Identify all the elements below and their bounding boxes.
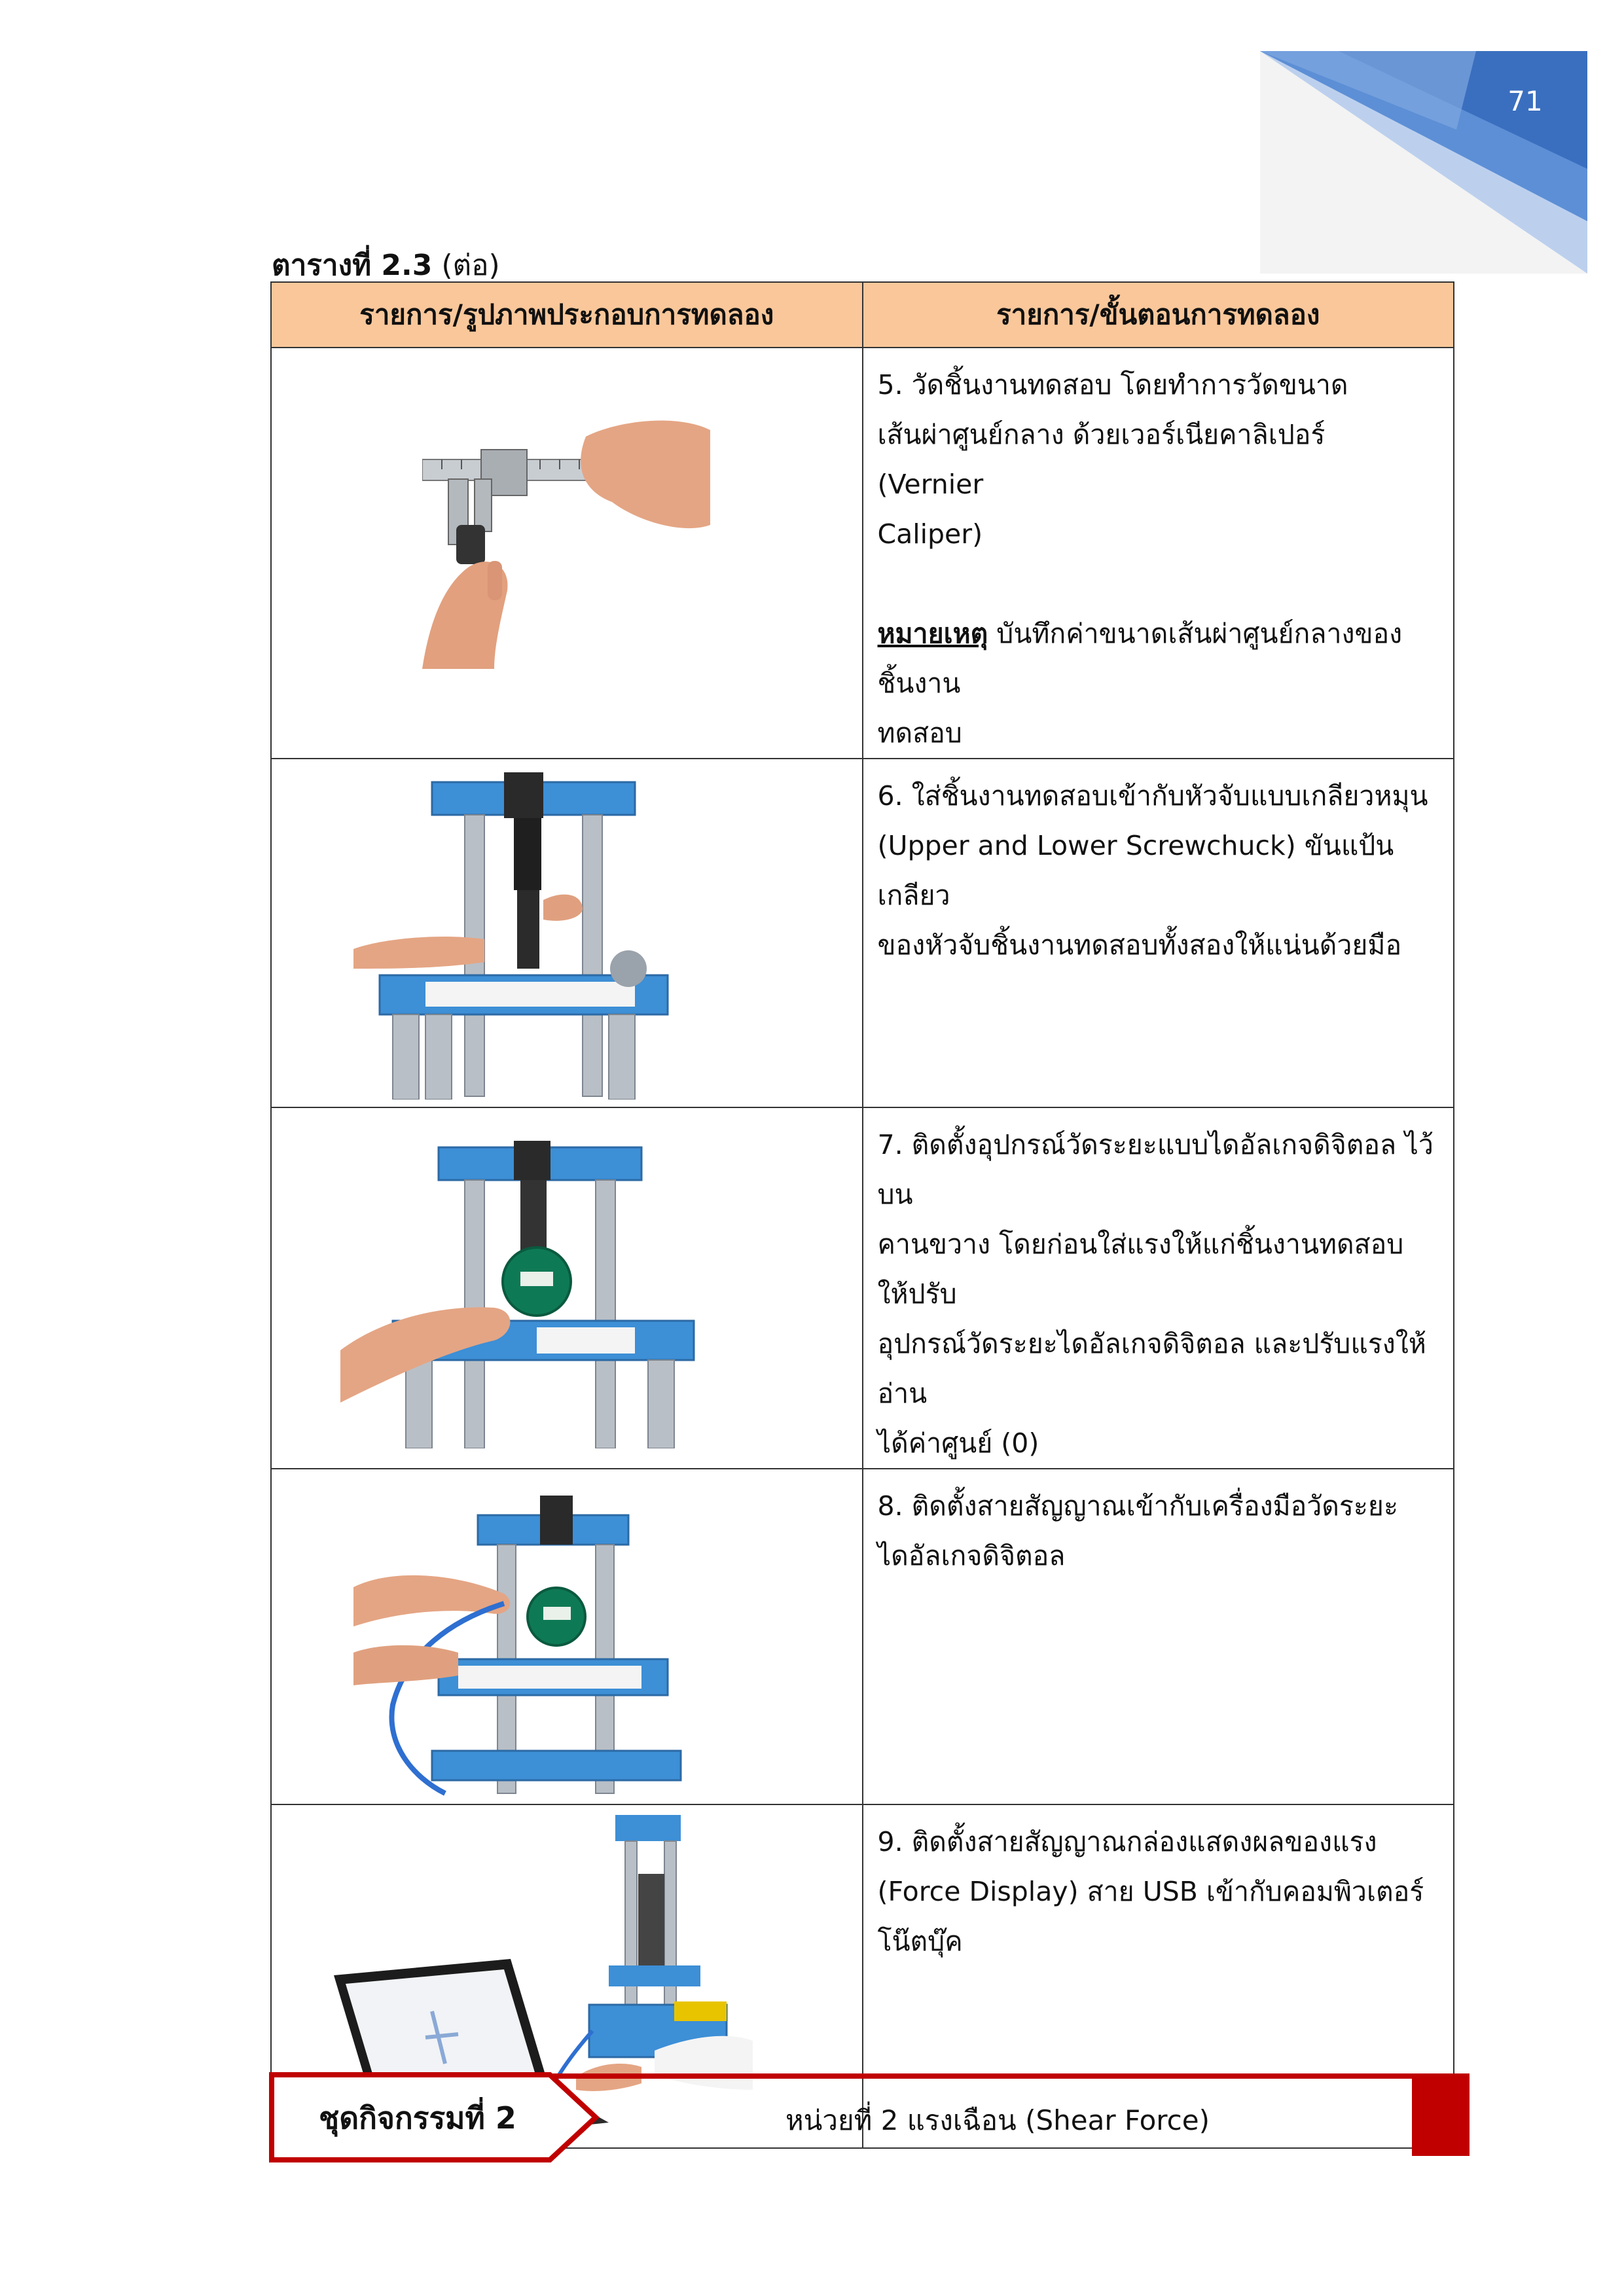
procedure-table	[270, 281, 1454, 2149]
step-9-line-2: (Force Display) สาย USB เข้ากับคอมพิวเตอร์โน๊ตบุ๊ค	[877, 1876, 1424, 1957]
note-line-2: ทดสอบ	[877, 717, 962, 749]
step-7-text	[863, 1107, 1454, 1469]
step-5-line-3: Caliper)	[877, 518, 983, 550]
dial-gauge-setup-photo	[340, 1141, 707, 1448]
image-cell	[271, 348, 863, 759]
table-row	[271, 1469, 1454, 1804]
step-7-line-4: ได้ค่าศูนย์ (0)	[877, 1427, 1039, 1459]
step-6-line-3: ของหัวจับชิ้นงานทดสอบทั้งสองให้แน่นด้วยมือ	[877, 929, 1402, 961]
step-8-line-1: 8. ติดตั้งสายสัญญาณเข้ากับเครื่องมือวัดระยะ	[877, 1490, 1398, 1522]
signal-cable-photo	[353, 1496, 700, 1797]
step-6-line-1: 6. ใส่ชิ้นงานทดสอบเข้ากับหัวจับแบบเกลียวหมุน	[877, 780, 1428, 812]
header-steps: รายการ/ขั้นตอนการทดลอง	[863, 282, 1454, 348]
step-6-text	[863, 759, 1454, 1107]
table-row	[271, 1107, 1454, 1469]
step-9-text	[863, 1804, 1454, 2148]
step-5-text	[863, 348, 1454, 759]
step-7-line-2: คานขวาง โดยก่อนใส่แรงให้แก่ชิ้นงานทดสอบ ให้ปรับ	[877, 1229, 1404, 1310]
footer-red-block	[1412, 2073, 1470, 2156]
step-8-text	[863, 1469, 1454, 1804]
step-5-line-2: เส้นผ่าศูนย์กลาง ด้วยเวอร์เนียคาลิเปอร์ (Vernier	[877, 419, 1326, 500]
step-7-line-1: 7. ติดตั้งอุปกรณ์วัดระยะแบบไดอัลเกจดิจิตอล ไว้บน	[877, 1129, 1434, 1210]
step-7-line-3: อุปกรณ์วัดระยะไดอัลเกจดิจิตอล และปรับแรงให้อ่าน	[877, 1328, 1426, 1409]
page-number: 71	[1507, 85, 1543, 117]
step-6-line-2: (Upper and Lower Screwchuck) ขันแป้นเกลียว	[877, 830, 1394, 911]
header-images: รายการ/รูปภาพประกอบการทดลอง	[271, 282, 863, 348]
step-9-line-1: 9. ติดตั้งสายสัญญาณกล่องแสดงผลของแรง	[877, 1826, 1377, 1857]
image-cell	[271, 1469, 863, 1804]
step-5-line-1: 5. วัดชิ้นงานทดสอบ โดยทำการวัดขนาด	[877, 369, 1348, 401]
step-5-note	[878, 609, 1439, 708]
unit-title: หน่วยที่ 2 แรงเฉือน (Shear Force)	[785, 2104, 1210, 2136]
screwchuck-machine-photo	[353, 772, 694, 1100]
table-caption: ตารางที่ 2.3 (ต่อ)	[272, 249, 500, 282]
image-cell	[271, 759, 863, 1107]
table-row	[271, 759, 1454, 1107]
image-cell	[271, 1107, 863, 1469]
vernier-caliper-photo	[422, 410, 717, 672]
step-8-line-2: ไดอัลเกจดิจิตอล	[877, 1540, 1066, 1571]
table-row	[271, 348, 1454, 759]
table-header-row	[271, 282, 1454, 348]
activity-label: ชุดกิจกรรมที่ 2	[319, 2100, 516, 2136]
note-label: หมายเหตุ	[877, 618, 988, 649]
corner-decoration	[1260, 51, 1587, 274]
note-line-1: บันทึกค่าขนาดเส้นผ่าศูนย์กลางของชิ้นงาน	[877, 618, 1403, 699]
